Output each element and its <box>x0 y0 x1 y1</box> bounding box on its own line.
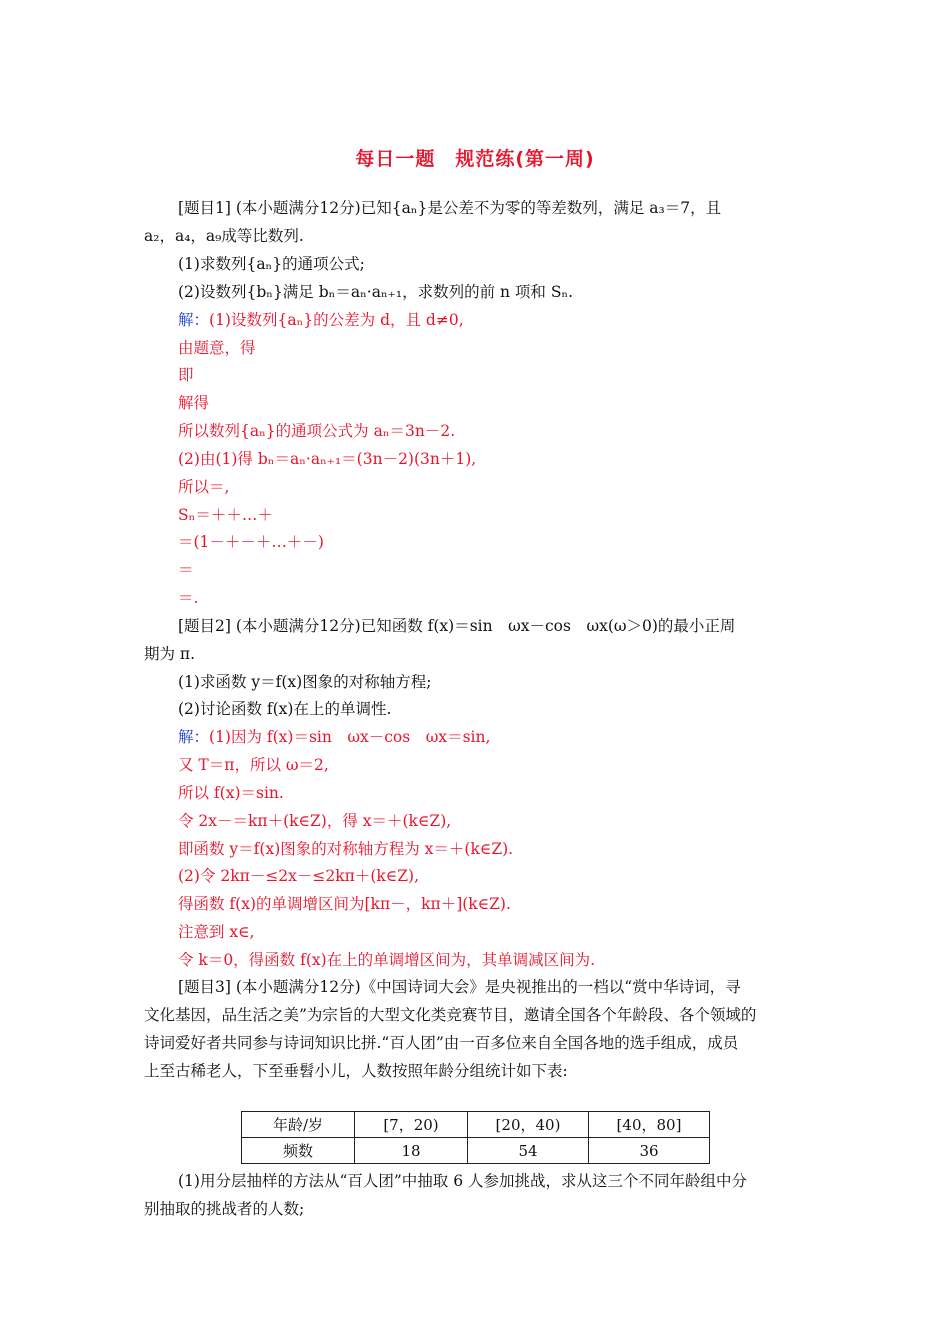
table-cell: 18 <box>355 1138 468 1164</box>
solution-1-line-6: (2)由(1)得 bₙ＝aₙ·aₙ₊₁＝(3n－2)(3n＋1), <box>178 450 477 468</box>
problem-1-statement: [题目1] (本小题满分12分)已知{aₙ}是公差不为零的等差数列，满足 a₃＝7，且 <box>178 199 722 217</box>
solution-2-line-5: 即函数 y＝f(x)图象的对称轴方程为 x＝＋(k∈Z). <box>178 840 514 858</box>
solution-2-line-6: (2)令 2kπ－≤2x－≤2kπ＋(k∈Z), <box>178 867 419 885</box>
problem-2-statement: [题目2] (本小题满分12分)已知函数 f(x)＝sin ωx－cos ωx(ω＞0)的最小正周 <box>178 617 736 635</box>
solution-2-line-8: 注意到 x∈, <box>178 923 255 941</box>
table-cell: 频数 <box>242 1138 355 1164</box>
page-title: 每日一题 规范练(第一周) <box>355 148 595 170</box>
problem-3-statement-cont-2: 诗词爱好者共同参与诗词知识比拼.“百人团”由一百多位来自全国各地的选手组成，成员 <box>144 1034 739 1052</box>
table-cell: 36 <box>589 1138 710 1164</box>
solution-2-line-4: 令 2x－＝kπ＋(k∈Z)，得 x＝＋(k∈Z), <box>178 812 452 830</box>
solution-2-line-1 <box>178 727 490 747</box>
problem-2-part-1: (1)求函数 y＝f(x)图象的对称轴方程; <box>178 673 432 691</box>
table-header-row <box>242 1112 710 1138</box>
table-cell: [7，20) <box>355 1112 468 1138</box>
solution-label: 解： <box>178 311 210 329</box>
solution-1-line-2: 由题意，得 <box>178 339 256 357</box>
table-cell: 年龄/岁 <box>242 1112 355 1138</box>
problem-3-statement-cont-1: 文化基因，品生活之美”为宗旨的大型文化类竞赛节目，邀请全国各个年龄段、各个领域的 <box>144 1006 757 1024</box>
solution-2-line-9: 令 k＝0，得函数 f(x)在上的单调增区间为，其单调减区间为. <box>178 951 596 969</box>
solution-1-line-3: 即 <box>178 366 194 384</box>
table-row <box>242 1138 710 1164</box>
solution-1-line-11: ＝. <box>178 589 199 607</box>
solution-2-line-2: 又 T＝π，所以 ω＝2, <box>178 756 329 774</box>
problem-2-part-2: (2)讨论函数 f(x)在上的单调性. <box>178 700 392 718</box>
problem-1-statement-cont: a₂，a₄，a₉成等比数列. <box>144 227 304 245</box>
table-cell: 54 <box>468 1138 589 1164</box>
table-cell: [20，40) <box>468 1112 589 1138</box>
problem-3-part-1: (1)用分层抽样的方法从“百人团”中抽取 6 人参加挑战，求从这三个不同年龄组中分 <box>178 1172 748 1190</box>
problem-3-statement-cont-3: 上至古稀老人，下至垂髫小儿，人数按照年龄分组统计如下表: <box>144 1062 568 1080</box>
problem-1-part-2: (2)设数列{bₙ}满足 bₙ＝aₙ·aₙ₊₁，求数列的前 n 项和 Sₙ. <box>178 283 574 301</box>
table-cell: [40，80] <box>589 1112 710 1138</box>
solution-2-line-7: 得函数 f(x)的单调增区间为[kπ－，kπ＋](k∈Z). <box>178 895 511 913</box>
problem-3-part-1-cont: 别抽取的挑战者的人数; <box>144 1200 305 1218</box>
solution-1-line-10: ＝ <box>178 561 194 579</box>
problem-3-statement: [题目3] (本小题满分12分)《中国诗词大会》是央视推出的一档以“赏中华诗词，寻 <box>178 978 741 996</box>
solution-1-line-8: Sₙ＝＋＋…＋ <box>178 506 273 524</box>
solution-1-line-7: 所以＝, <box>178 478 230 496</box>
solution-2-line-3: 所以 f(x)＝sin. <box>178 784 284 802</box>
solution-1-line-1 <box>178 310 464 330</box>
solution-1-line-4: 解得 <box>178 394 210 412</box>
solution-label: 解： <box>178 728 210 746</box>
age-frequency-table <box>241 1111 710 1164</box>
solution-1-line-9: ＝(1－＋－＋…＋－) <box>178 533 324 551</box>
solution-1-line-5: 所以数列{aₙ}的通项公式为 aₙ＝3n－2. <box>178 422 456 440</box>
problem-2-statement-cont: 期为 π. <box>144 645 196 663</box>
solution-2-text: (1)因为 f(x)＝sin ωx－cos ωx＝sin, <box>209 728 491 746</box>
problem-1-part-1: (1)求数列{aₙ}的通项公式; <box>178 255 365 273</box>
solution-1-text: (1)设数列{aₙ}的公差为 d，且 d≠0, <box>209 311 464 329</box>
